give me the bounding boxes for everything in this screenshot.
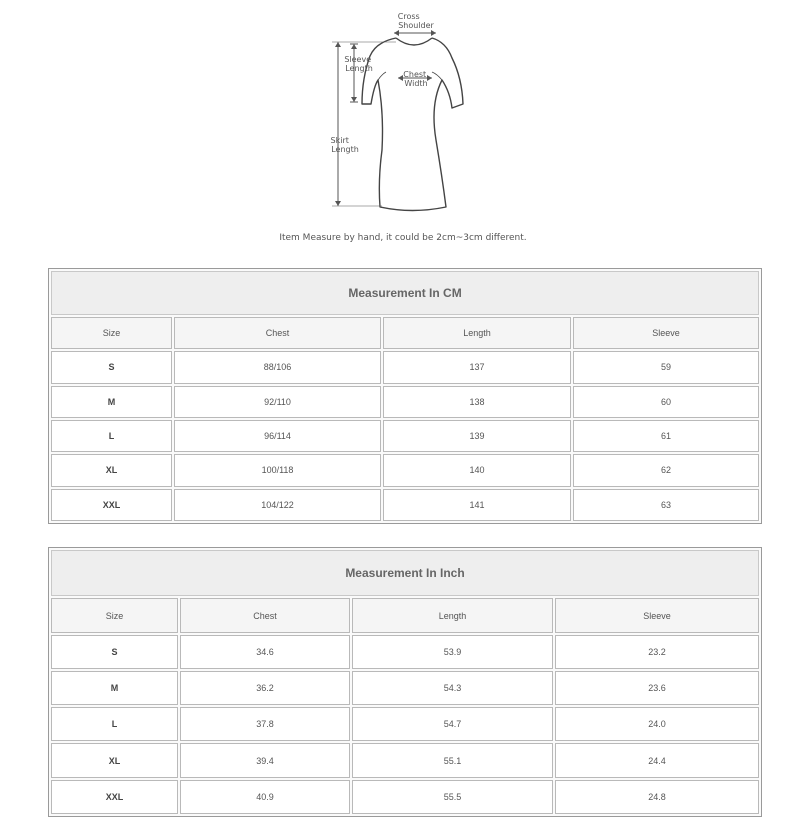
chest-cell: 96/114 [174,420,381,452]
header-chest: Chest [180,598,350,632]
chest-cell: 100/118 [174,454,381,486]
size-cell: XXL [51,489,172,521]
size-cell: L [51,707,178,741]
length-cell: 54.3 [352,671,553,705]
skirt-length-label-line2: Length [331,145,359,154]
size-cell: M [51,386,172,418]
length-cell: 137 [383,351,571,383]
chest-width-label-line2: Width [404,79,428,88]
sleeve-cell: 24.0 [555,707,759,741]
table-row [51,489,759,521]
dress-outline-icon [362,38,463,211]
size-cell: XL [51,454,172,486]
size-cell: S [51,351,172,383]
cross-shoulder-label [398,12,435,30]
skirt-length-label [331,136,359,154]
measure-note: Item Measure by hand, it could be 2cm~3cm different. [279,233,527,243]
chest-cell: 88/106 [174,351,381,383]
length-cell: 138 [383,386,571,418]
sleeve-cell: 62 [573,454,759,486]
chest-cell: 36.2 [180,671,350,705]
chest-cell: 104/122 [174,489,381,521]
length-cell: 54.7 [352,707,553,741]
measurement-table-cm [48,268,762,524]
header-size: Size [51,317,172,349]
sleeve-length-label [344,55,373,73]
size-cell: XXL [51,780,178,814]
length-cell: 141 [383,489,571,521]
table-row [51,671,759,705]
sleeve-length-label-line2: Length [345,64,373,73]
chest-cell: 39.4 [180,743,350,777]
skirt-length-label-line1: Skirt [330,136,349,145]
size-cell: L [51,420,172,452]
length-cell: 55.1 [352,743,553,777]
header-size: Size [51,598,178,632]
sleeve-cell: 24.8 [555,780,759,814]
sleeve-cell: 61 [573,420,759,452]
length-cell: 139 [383,420,571,452]
sleeve-cell: 23.2 [555,635,759,669]
size-cell: S [51,635,178,669]
dress-measurement-diagram [0,0,800,260]
header-chest: Chest [174,317,381,349]
cross-shoulder-label-line2: Shoulder [398,21,434,30]
table-row [51,386,759,418]
cross-shoulder-label-line1: Cross [397,12,420,21]
sleeve-cell: 63 [573,489,759,521]
table-row [51,780,759,814]
table-caption: Measurement In Inch [51,550,759,596]
table-row [51,351,759,383]
size-cell: M [51,671,178,705]
length-cell: 140 [383,454,571,486]
table-row [51,707,759,741]
sleeve-cell: 60 [573,386,759,418]
chest-cell: 34.6 [180,635,350,669]
measurement-table-inch [48,547,762,817]
size-cell: XL [51,743,178,777]
header-sleeve: Sleeve [573,317,759,349]
chest-cell: 40.9 [180,780,350,814]
chest-width-label [403,70,428,88]
chest-cell: 37.8 [180,707,350,741]
chest-width-label-line1: Chest [403,70,427,79]
header-sleeve: Sleeve [555,598,759,632]
table-row [51,454,759,486]
table-caption: Measurement In CM [51,271,759,315]
sleeve-cell: 59 [573,351,759,383]
chest-cell: 92/110 [174,386,381,418]
sleeve-cell: 23.6 [555,671,759,705]
sleeve-length-label-line1: Sleeve [344,55,372,64]
length-cell: 53.9 [352,635,553,669]
sleeve-cell: 24.4 [555,743,759,777]
length-cell: 55.5 [352,780,553,814]
header-length: Length [383,317,571,349]
table-row [51,743,759,777]
table-row [51,420,759,452]
header-length: Length [352,598,553,632]
table-row [51,635,759,669]
